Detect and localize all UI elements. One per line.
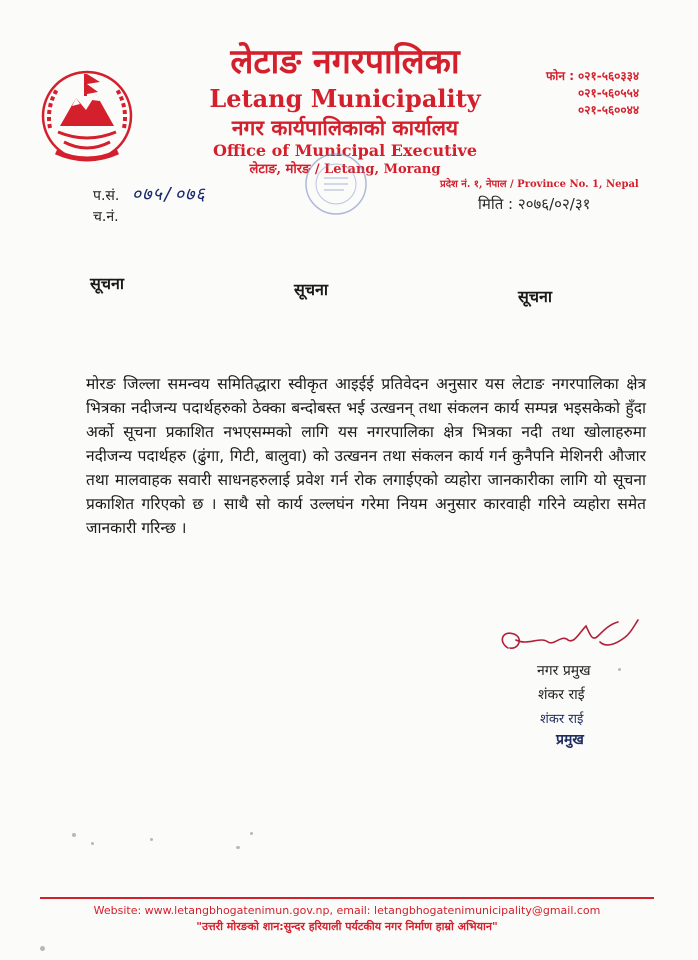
date-line [478,194,590,214]
cn-label: च.नं. [93,209,119,225]
ps-label: प.सं. [93,188,120,204]
footer-motto: "उत्तरी मोरङको शान:सुन्दर हरियाली पर्यटकीय नगर निर्माण हाम्रो अभियान" [196,920,498,933]
office-title-np: नगर कार्यपालिकाको कार्यालय [231,116,459,140]
footer-website: Website: www.letangbhogatenimun.gov.np, email: letangbhogatenimunicipality@gmail.com [93,904,601,917]
notice-label: सूचना [90,274,125,293]
municipality-title-np: लेटाङ नगरपालिका [230,42,460,82]
phone-number: ०२१-५६०३३४ [578,69,640,83]
office-stamp-icon [300,148,372,220]
office-address: लेटाङ, मोरङ / Letang, Morang [249,162,441,177]
municipality-title-en: Letang Municipality [209,84,481,113]
ps-value: ०७५/०७६ [131,184,206,205]
reference-ps [93,182,206,206]
phone-label: फोन : [546,69,574,83]
footer-divider [40,897,654,899]
stamp-title: प्रमुख [556,732,584,748]
notice-label: सूचना [294,280,329,299]
phone-number: ०२१-५६०५५४ [578,86,640,100]
province-label: प्रदेश नं. १, नेपाल / Province No. 1, Nepal [440,179,639,190]
date-value: २०७६/०२/३१ [517,195,591,213]
office-title-en: Office of Municipal Executive [212,141,478,160]
phone-block [520,68,680,119]
date-label: मिति : [478,195,514,213]
handwritten-signature-icon [488,612,668,660]
notice-body: मोरङ जिल्ला समन्वय समितिद्धारा स्वीकृत आइईई प्रतिवेदन अनुसार यस लेटाङ नगरपालिका क्षेत्र भित्रका नदीजन्य पदार्थहरुको ठेक्का बन्दोबस्त भई उत्खनन् तथा संकलन कार्य सम्पन्न भइसकेको हुँदा अर्को सूचना प्रकाशित नभएसम्मको लागि यस नगरपालिका क्षेत्र भित्रका नदी तथा खोलाहरुमा नदीजन्य पदार्थहरु (ढुंगा, गिटी, बालुवा) को उत्खनन तथा संकलन कार्य गर्न कुनैपनि मेशिनरी औजार तथा मालवाहक सवारी साधनहरुलाई प्रवेश गर्न रोक लगाईएको व्यहोरा जानकारीका लागि यो सूचना प्रकाशित गरिएको छ । साथै सो कार्य उल्लघंन गरेमा नियम अनुसार कारवाही गरिने व्यहोरा समेत जानकारी गरिन्छ । [86,375,646,537]
stamp-name: शंकर राई [540,712,584,727]
municipality-emblem-icon [38,66,136,168]
signatory-name: शंकर राई [538,687,585,703]
notice-label: सूचना [518,287,553,306]
reference-cn [93,207,119,226]
signatory-title: नगर प्रमुख [537,663,591,679]
phone-number: ०२१-५६००४४ [578,103,640,117]
